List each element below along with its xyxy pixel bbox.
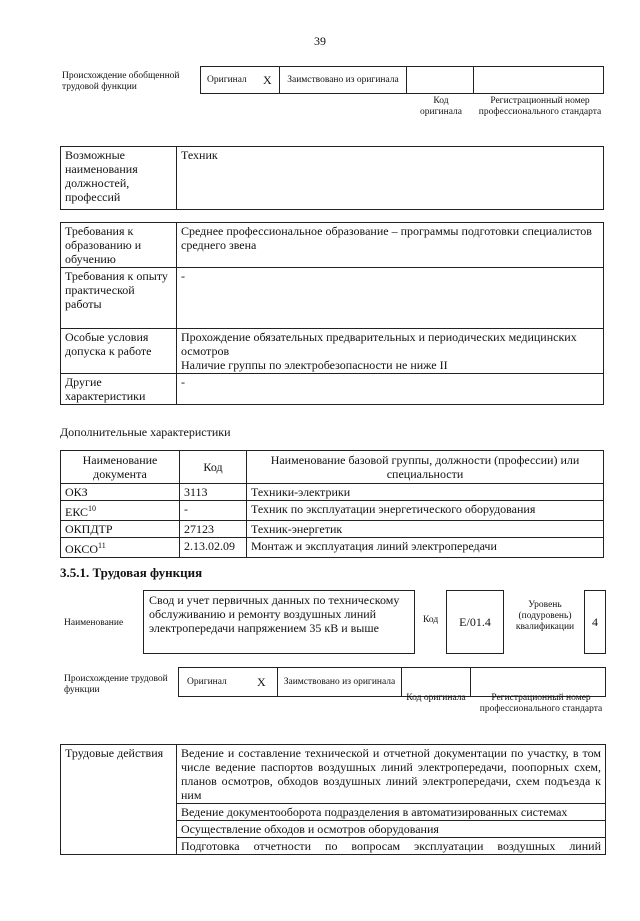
function-level-box [584,590,606,654]
requirement-value [177,329,604,374]
origin-reg-caption: Регистрационный номер профессионального стандарта [479,693,603,714]
table-row [61,501,604,521]
section-heading: 3.5.1. Трудовая функция [60,565,203,580]
requirement-value: - [177,374,604,405]
function-level-label: Уровень (подуровень) квалификации [515,600,575,632]
requirement-value: - [177,268,604,329]
requirements-table [60,222,604,405]
function-code-box [446,590,504,654]
origin-reg-caption: Регистрационный номер профессионального стандарта [478,96,602,117]
function-level-value: 4 [592,615,598,629]
doc-name: ЕКС [65,505,89,519]
actions-table [60,744,606,855]
additional-table [60,450,604,558]
footnote-ref: 10 [88,504,97,513]
doc-title: Техник-энергетик [247,521,604,538]
origin-reg-cell [473,66,604,94]
doc-title: Монтаж и эксплуатация линий электропередачи [247,538,604,558]
doc-code: - [180,501,247,521]
doc-name: ОКСО [65,542,99,556]
origin-mark: X [263,73,272,87]
doc-code: 27123 [180,521,247,538]
requirement-label: Особые условия допуска к работе [61,329,177,374]
origin-label: Происхождение трудовой функции [64,674,168,695]
requirement-row [61,223,604,268]
requirement-value-line: Прохождение обязательных предварительных и периодических медицинских осмотров [181,330,577,358]
function-code-label: Код [423,615,439,625]
actions-label: Трудовые действия [61,745,177,855]
origin-code-cell [406,66,474,94]
requirement-value: Среднее профессиональное образование – программы подготовки специалистов среднего звена [177,223,604,268]
action-item: Ведение документооборота подразделения в автоматизированных системах [177,804,606,821]
table-row [61,538,604,558]
origin-borrowed-cell [279,66,407,94]
positions-value: Техник [177,147,604,210]
origin-code-caption: Код оригинала [420,96,462,117]
origin-original-cell [200,66,280,94]
doc-code: 3113 [180,484,247,501]
origin-borrowed-label: Заимствовано из оригинала [283,676,396,687]
additional-header: Код [180,451,247,484]
page-number: 39 [314,34,326,48]
origin-label: Происхождение обобщенной трудовой функции [62,71,180,92]
origin-borrowed-label: Заимствовано из оригинала [287,74,399,85]
doc-name: ОКПДТР [65,522,113,536]
requirement-row [61,329,604,374]
origin-original-label: Оригинал [207,75,247,85]
additional-header: Наименование документа [61,451,180,484]
function-name-label: Наименование [64,618,124,628]
footnote-ref: 11 [98,541,106,550]
action-item: Осуществление обходов и осмотров оборудования [177,821,606,838]
requirement-value-line: Наличие группы по электробезопасности не ниже II [181,358,448,372]
table-row [61,521,604,538]
doc-name: ОКЗ [65,485,88,499]
positions-label: Возможные наименования должностей, профессий [61,147,177,210]
doc-title: Техник по эксплуатации энергетического оборудования [247,501,604,521]
doc-code: 2.13.02.09 [180,538,247,558]
function-code-value: E/01.4 [459,615,491,629]
additional-header-row [61,451,604,484]
origin-original-cell [178,667,278,697]
origin-code-caption: Код оригинала [406,693,466,703]
doc-title: Техники-электрики [247,484,604,501]
function-name-value: Свод и учет первичных данных по техническому обслуживанию и ремонту воздушных линий электропередачи напряжением 35 кВ и выше [143,590,415,654]
requirement-label: Требования к опыту практической работы [61,268,177,329]
requirement-label: Другие характеристики [61,374,177,405]
additional-title: Дополнительные характеристики [60,425,231,439]
requirement-row [61,374,604,405]
additional-header: Наименование базовой группы, должности (профессии) или специальности [247,451,604,484]
table-row [61,484,604,501]
requirement-label: Требования к образованию и обучению [61,223,177,268]
action-item: Подготовка отчетности по вопросам эксплуатации воздушных линий [177,838,606,855]
positions-table [60,146,604,210]
action-row [61,745,606,804]
action-item: Ведение и составление технической и отчетной документации по участку, в том числе ведение паспортов воздушных линий электропередачи, поопорных схем, планов осмотров, обходов воздушных линий электропередачи, схем подъезда к ним [177,745,606,804]
origin-borrowed-cell [277,667,402,697]
origin-mark: X [257,675,266,689]
requirement-row [61,268,604,329]
origin-original-label: Оригинал [187,677,227,687]
